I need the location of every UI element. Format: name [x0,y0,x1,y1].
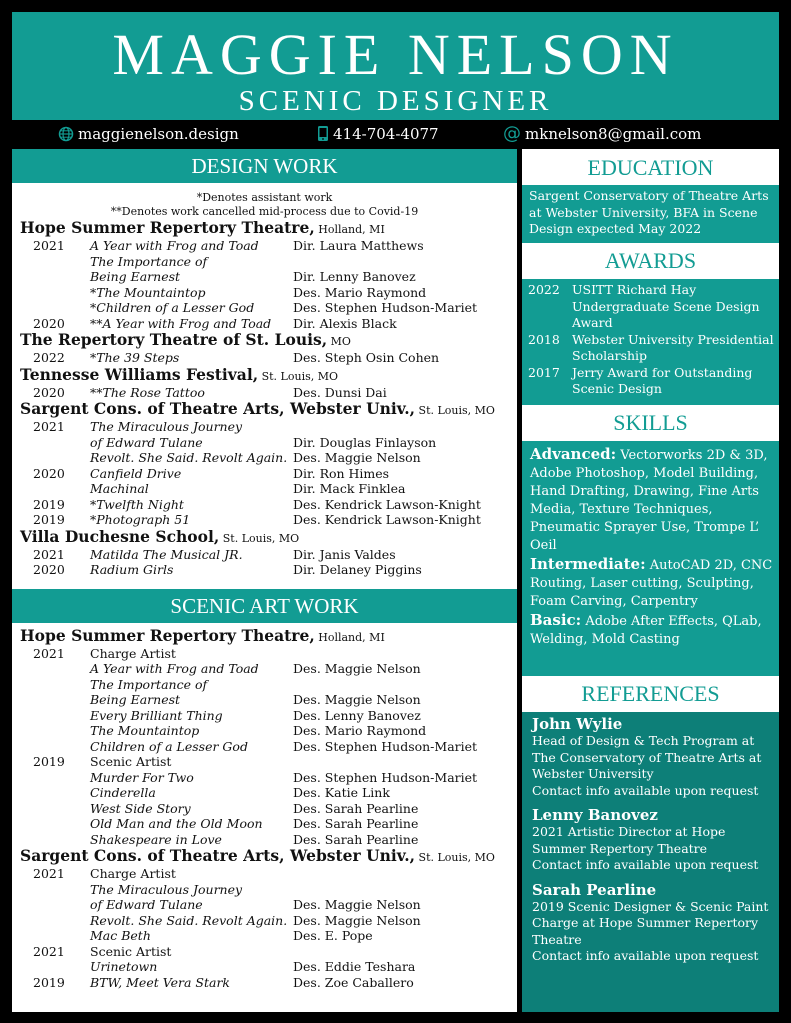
skills-list [522,441,779,676]
award-year: 2022 [528,282,560,297]
credit-row [12,238,517,254]
header [12,12,779,120]
reference-name: John Wylie [532,715,623,733]
job-title: SCENIC DESIGNER [238,85,553,117]
role-title: Charge Artist [90,645,176,661]
production-title: *The 39 Steps [90,350,180,365]
credit-director: Des. Kendrick Lawson-Knight [293,496,481,512]
skills-heading: SKILLS [522,405,779,441]
credit-director: Des. Dunsi Dai [293,384,387,400]
awards-heading: AWARDS [522,243,779,279]
organization-name: Tennesse Williams Festival, [20,364,259,384]
credit-director: Des. Sarah Pearline [293,800,419,816]
production-title: Cinderella [90,785,156,800]
award-item [522,332,779,365]
production-title: *Children of a Lesser God [90,300,255,315]
credit-director: Des. Maggie Nelson [293,897,421,912]
credit-row [12,913,517,929]
production-title: The Importance of [90,253,208,269]
production-title: Matilda The Musical JR. [90,546,243,562]
credit-year: 2021 [33,238,65,253]
organization-location: St. Louis, MO [415,404,495,417]
award-text: Jerry Award for Outstanding Scenic Design [572,364,753,396]
reference-name: Sarah Pearline [532,880,657,899]
credit-year: 2021 [33,546,65,562]
education-text: Sargent Conservatory of Theatre Arts at Webster University, BFA in Scene Design expected May 2022 [522,185,779,243]
contact-bar [0,124,791,146]
credit-row [12,692,517,708]
name-title: MAGGIE NELSON [112,22,679,87]
credit-row [12,254,517,270]
credit-director: Des. Zoe Caballero [293,974,414,990]
award-text: USITT Richard Hay Undergraduate Scene Design Award [572,282,760,330]
credit-year: 2019 [33,512,65,527]
production-title: *Twelfth Night [90,496,184,512]
organization-heading [12,528,517,547]
credit-director: Des. Lenny Banovez [293,707,421,723]
credit-director: Des. E. Pope [293,928,373,943]
credit-director: Des. Stephen Hudson-Mariet [293,300,478,315]
production-title: *The Mountaintop [90,284,206,300]
credit-director: Dir. Ron Himes [293,465,390,481]
credit-row [12,754,517,770]
credit-director: Des. Sarah Pearline [293,831,419,847]
svg-text:@: @ [503,125,521,142]
production-title: BTW, Meet Vera Stark [90,974,230,990]
reference-contact: Contact info available upon request [532,782,759,798]
production-title: Revolt. She Said. Revolt Again. [90,912,288,928]
credit-row [12,723,517,739]
scenic-art-list [12,627,517,991]
production-title: of Edward Tulane [90,434,203,450]
credit-year: 2019 [33,496,65,512]
organization-location: Holland, MI [314,223,385,236]
credit-row [12,269,517,285]
production-title: Being Earnest [90,269,181,284]
credit-row [12,897,517,913]
organization-heading [12,366,517,385]
organization-heading [12,400,517,419]
credit-year: 2021 [33,943,65,959]
reference-item [522,806,779,874]
credit-director: Dir. Mack Finklea [293,481,406,496]
credit-row [12,801,517,817]
production-title: Children of a Lesser God [90,738,248,754]
credit-row [12,646,517,662]
credit-row [12,450,517,466]
phone-contact[interactable] [317,125,439,143]
credit-row [12,316,517,332]
credit-row [12,481,517,497]
credit-director: Des. Maggie Nelson [293,692,421,707]
left-column [12,149,517,1012]
production-title: A Year with Frog and Toad [90,661,259,676]
credit-row [12,816,517,832]
credit-year: 2021 [33,866,65,881]
education-heading: EDUCATION [522,149,779,185]
credit-row [12,882,517,898]
credit-director: Dir. Janis Valdes [293,546,396,562]
credit-row [12,739,517,755]
website-text: maggienelson.design [78,125,239,143]
credit-year: 2021 [33,645,65,661]
credit-row [12,785,517,801]
skill-level: Intermediate: [530,555,646,573]
reference-item [522,715,779,799]
credit-row [12,466,517,482]
scenic-art-heading: SCENIC ART WORK [12,589,517,623]
credit-row [12,866,517,882]
credit-director: Dir. Laura Matthews [293,238,424,253]
credit-director: Des. Maggie Nelson [293,912,421,928]
credit-year: 2021 [33,419,65,434]
reference-name: Lenny Banovez [532,806,658,824]
production-title: The Importance of [90,676,208,692]
email-contact[interactable] [503,125,701,143]
organization-location: St. Louis, MO [258,369,339,383]
role-title: Scenic Artist [90,943,172,959]
skill-level: Basic: [530,611,582,629]
credit-director: Dir. Alexis Black [293,315,397,331]
credit-row [12,435,517,451]
credit-director: Des. Maggie Nelson [293,450,421,465]
right-column [522,149,779,1012]
skill-level: Advanced: [530,445,617,463]
production-title: The Miraculous Journey [90,881,243,897]
credit-row [12,975,517,991]
credit-year: 2020 [33,384,65,400]
note-cancelled: **Denotes work cancelled mid-process due to Covid-19 [110,205,419,218]
organization-location: St. Louis, MO [415,851,495,864]
credit-row [12,832,517,848]
award-year: 2017 [528,364,560,380]
organization-heading [12,331,517,350]
organization-heading [12,627,517,646]
credit-year: 2022 [33,350,65,365]
credit-director: Dir. Douglas Finlayson [293,434,437,450]
email-text: mknelson8@gmail.com [525,125,702,143]
organization-location: MO [327,335,351,348]
phone-icon [317,125,329,142]
references-list [522,712,779,1012]
role-title: Scenic Artist [90,754,172,769]
production-title: *Photograph 51 [90,512,191,527]
award-year: 2018 [528,331,560,347]
skill-list-text: Vectorworks 2D & 3D, Adobe Photoshop, Model Building, Hand Drafting, Drawing, Fine Arts Media, Texture Techniques, Pneumatic Sprayer Use, Trompe L’ Oeil [530,448,768,553]
organization-heading [12,219,517,238]
organization-location: St. Louis, MO [219,531,300,545]
design-work-list [12,219,517,578]
credit-director: Des. Stephen Hudson-Mariet [293,738,478,754]
production-title: Being Earnest [90,692,181,707]
credit-director: Des. Maggie Nelson [293,661,421,676]
production-title: **The Rose Tattoo [90,384,205,400]
credit-row [12,547,517,563]
production-title: Old Man and the Old Moon [90,816,263,831]
credit-director: Des. Katie Link [293,785,390,800]
reference-description: Head of Design & Tech Program at The Conservatory of Theatre Arts at Webster University [532,733,762,781]
credit-row [12,677,517,693]
reference-item [522,881,779,965]
credit-row [12,497,517,513]
website-contact[interactable] [58,125,239,143]
award-text: Webster University Presidential Scholarship [572,331,774,363]
award-item [522,365,779,398]
credit-year: 2020 [33,465,65,481]
credit-row [12,661,517,677]
reference-description: 2021 Artistic Director at Hope Summer Repertory Theatre [532,824,726,856]
credit-row [12,512,517,528]
credit-year: 2019 [33,974,65,990]
credit-row [12,285,517,301]
production-title: Murder For Two [90,769,194,785]
credit-year: 2019 [33,754,65,769]
skill-list-text: Adobe After Effects, QLab, Welding, Mold Casting [530,614,762,647]
credit-row [12,959,517,975]
production-title: Mac Beth [90,928,151,943]
skill-group [530,611,773,649]
production-title: Urinetown [90,959,158,974]
credit-row [12,350,517,366]
role-title: Charge Artist [90,866,176,881]
credit-row [12,928,517,944]
credit-director: Des. Eddie Teshara [293,959,416,974]
credit-row [12,385,517,401]
skill-group [530,445,773,555]
production-title: The Miraculous Journey [90,419,243,434]
production-title: Shakespeare in Love [90,831,222,847]
reference-contact: Contact info available upon request [532,948,759,963]
design-notes [12,191,517,219]
credit-director: Dir. Lenny Banovez [293,269,416,284]
organization-name: Sargent Cons. of Theatre Arts, Webster Univ., [20,399,416,418]
globe-icon [58,126,74,142]
references-heading: REFERENCES [522,676,779,712]
production-title: Revolt. She Said. Revolt Again. [90,450,288,465]
production-title: Every Brilliant Thing [90,707,223,723]
reference-contact: Contact info available upon request [532,857,759,872]
award-item [522,282,779,332]
organization-location: Holland, MI [314,630,385,644]
credit-row [12,419,517,435]
organization-name: Hope Summer Repertory Theatre, [20,218,315,237]
production-title: The Mountaintop [90,723,200,738]
organization-name: Villa Duchesne School, [20,526,220,546]
credit-year: 2020 [33,562,65,577]
credit-row [12,562,517,578]
credit-year: 2020 [33,315,65,331]
credit-row [12,708,517,724]
organization-name: The Repertory Theatre of St. Louis, [20,330,328,349]
credit-director: Des. Kendrick Lawson-Knight [293,512,481,527]
note-assistant: *Denotes assistant work [196,191,333,204]
credit-row [12,300,517,316]
organization-heading [12,847,517,866]
production-title: West Side Story [90,800,191,816]
organization-name: Hope Summer Repertory Theatre, [20,625,315,645]
phone-text: 414-704-4077 [333,125,439,143]
production-title: A Year with Frog and Toad [90,238,259,253]
organization-name: Sargent Cons. of Theatre Arts, Webster Univ., [20,846,416,865]
credit-director: Des. Steph Osin Cohen [293,350,440,365]
credit-director: Des. Sarah Pearline [293,816,419,831]
credit-director: Des. Mario Raymond [293,723,427,738]
production-title: Machinal [90,481,149,496]
credit-row [12,770,517,786]
reference-description: 2019 Scenic Designer & Scenic Paint Charge at Hope Summer Repertory Theatre [532,898,769,947]
production-title: Radium Girls [90,562,174,577]
production-title: of Edward Tulane [90,897,203,912]
credit-director: Des. Mario Raymond [293,284,427,300]
skill-group [530,555,773,611]
at-sign-icon [503,125,521,142]
credit-director: Des. Stephen Hudson-Mariet [293,769,478,785]
credit-director: Dir. Delaney Piggins [293,562,422,577]
production-title: Canfield Drive [90,465,182,481]
skill-list-text: AutoCAD 2D, CNC Routing, Laser cutting, Sculpting, Foam Carving, Carpentry [530,558,773,609]
awards-list [522,279,779,405]
production-title: **A Year with Frog and Toad [90,315,272,331]
credit-row [12,944,517,960]
design-work-heading: DESIGN WORK [12,149,517,183]
